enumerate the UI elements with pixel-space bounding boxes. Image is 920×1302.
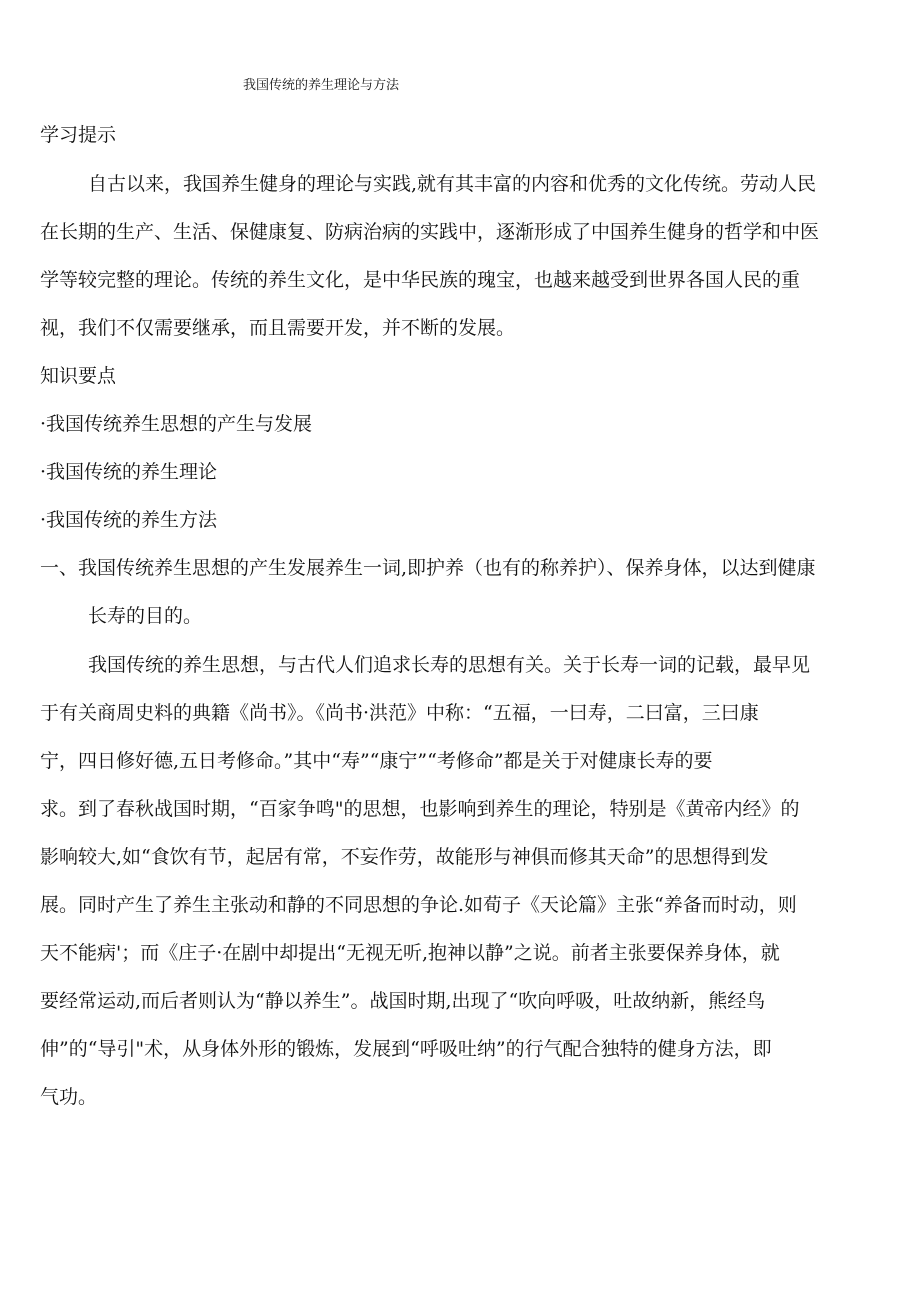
intro-line: 学等较完整的理论。传统的养生文化，是中华民族的瑰宝，也越来越受到世界各国人民的重 <box>40 269 801 291</box>
section-heading-study-tips: 学习提示 <box>40 124 117 146</box>
body-line: 影响较大,如“食饮有节，起居有常，不妄作劳，故能形与神俱而修其天命”的思想得到发 <box>40 846 769 868</box>
key-point-item: ·我国传统的养生方法 <box>40 509 218 531</box>
part-one-heading: 一、我国传统养生思想的产生发展养生一词,即护养（也有的称养护）、保养身体，以达到健康 <box>40 557 816 579</box>
body-line: 宁，四日修好德,五日考修命。”其中“寿”“康宁”“考修命”都是关于对健康长寿的要 <box>40 750 713 772</box>
document-title: 我国传统的养生理论与方法 <box>243 78 400 93</box>
body-line: 气功。 <box>40 1086 98 1108</box>
body-line: 伸”的“导引"术，从身体外形的锻炼，发展到“呼吸吐纳”的行气配合独特的健身方法，即 <box>40 1038 772 1060</box>
body-line: 展。同时产生了养生主张动和静的不同思想的争论.如荀子《天论篇》主张“养备而时动，则 <box>40 894 797 916</box>
intro-line: 视，我们不仅需要继承，而且需要开发，并不断的发展。 <box>40 317 516 339</box>
intro-line: 自古以来，我国养生健身的理论与实践,就有其丰富的内容和优秀的文化传统。劳动人民 <box>88 173 817 195</box>
section-heading-key-points: 知识要点 <box>40 365 117 387</box>
body-line: 天不能病'；而《庄子·在剧中却提出“无视无听,抱神以静”之说。前者主张要保养身体，就 <box>40 942 780 964</box>
key-point-item: ·我国传统的养生理论 <box>40 461 218 483</box>
intro-line: 在长期的生产、生活、保健康复、防病治病的实践中，逐渐形成了中国养生健身的哲学和中医 <box>40 221 820 243</box>
body-line: 求。到了春秋战国时期，“百家争鸣"的思想，也影响到养生的理论，特别是《黄帝内经》的 <box>40 798 800 820</box>
key-point-item: ·我国传统养生思想的产生与发展 <box>40 413 313 435</box>
body-line: 我国传统的养生思想，与古代人们追求长寿的思想有关。关于长寿一词的记载，最早见 <box>88 654 811 676</box>
part-one-heading-continued: 长寿的目的。 <box>88 605 203 627</box>
body-line: 要经常运动,而后者则认为“静以养生”。战国时期,出现了“吹向呼吸，吐故纳新，熊经鸟 <box>40 990 766 1012</box>
body-line: 于有关商周史料的典籍《尚书》。《尚书·洪范》中称：“五福，一曰寿，二曰富，三曰康 <box>40 702 759 724</box>
